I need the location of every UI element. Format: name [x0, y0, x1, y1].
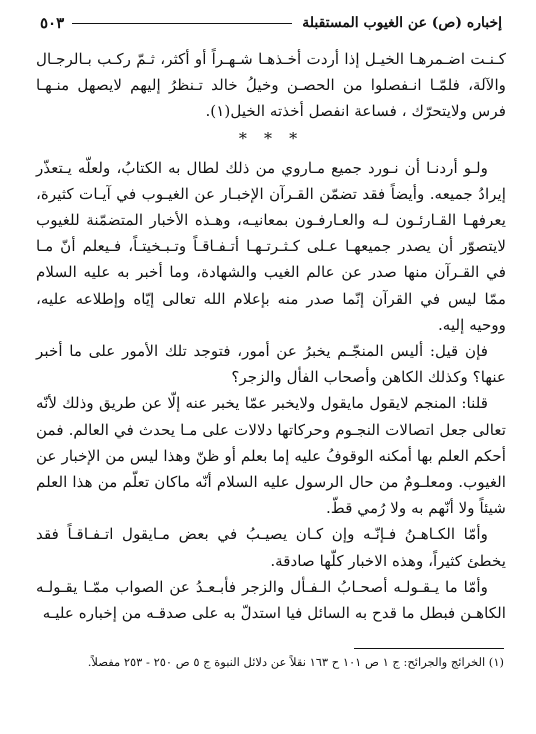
paragraph: قلنا: المنجم لايقول مايقول ولايخبر عمّا يخبر عنه إلّا عن طريق وذلك لأنّه تعالى جعل اتصالات النجـوم وحركاتها دلالات على مـا يحدث في العالم. فمن أحكم العلم بها أمكنه الوقوفُ عليه إما بعلم أو ظنّ وهذا ليس من الإخبار عن الغيوب. ومعلـومٌ من حال الرسول عليه السلام أنّه ماكان تعلّم من هذا العلم شيئاً ولا أنّهم به ولا رُمي قطّ.: [36, 394, 506, 518]
section-separator: * * *: [238, 128, 304, 148]
paragraph: وأمّا ما يـقـولـه أصحـابُ الـفـأل والزجر فأبـعـدُ عن الصواب ممّـا يقـولـه الكاهـن فبطل ما قدح به السائل فيا استدلّ به على صدقـه من إخباره عليـه: [36, 577, 506, 623]
page-number: ٥٠٣: [40, 14, 65, 32]
footnote-rule: [354, 648, 504, 649]
paragraph: ولـو أردنـا أن نـورد جميع مـاروي من ذلك لطال به الكتابُ، ولعلّه يـتعذّر إيرادُ جميعه. وأيضاً فقد تضمّن القـرآن الإخبـار عن الغيـوب في آيـات كثيرة، يعرفهـا القـارئـون لـه والعـارفـون بمعانيـه، وهـذه الأخبار المتضمّنة للغيوب لايتصوّر أن يصدر جميعهـا عـلى كـثـرتـهـا أتـفـاقـاً وتـبـخيتـاً، فـيعلم أنّ مـا في القـرآن منها صدر عن عالم الغيب والشهادة، وما أخبر به عليه السلام ممّا ليس في القرآن إنّما صدر منه بإعلام الله تعالى إيّاه وإطلاعه عليه، ووحيه إليه.: [36, 158, 506, 334]
paragraph-continuation: كـنـت اضـمرهـا الخيـل إذا أردت أخـذهـا شـهـراً أو أكثر، ثـمّ ركـب بـالرجـال والآلة، فلمّـا انـفصلوا من الحصـن وخيلُ خالد تـنظرُ إليهم لايصهل منـهـا فرس ولايتحرّك ، فساعة انفصل أخذته الخيل(١).: [36, 50, 506, 121]
running-title: إخباره (ص) عن الغيوب المستقبلة: [302, 15, 502, 31]
footnote: (١) الخرائج والجرائح: ج ١ ص ١٠١ ح ١٦٣ نقلاً عن دلائل النبوة ج ٥ ص ٢٥٠ - ٢٥٣ مفصلاً.: [87, 655, 504, 669]
header-rule: [72, 23, 292, 24]
paragraph: وأمّا الكـاهـنُ فـإنّـه وإن كـان يصيـبُ في بعض مـايقول اتـفـاقـاً فقد يخطئ كثيراً، وهذه الاخبار كلّها صادقة.: [36, 525, 506, 570]
paragraph: فإن قيل: أليس المنجّـم يخبرُ عن أمور، فتوجد تلك الأمور على ما أخبر عنها؟ وكذلك الكاهن وأصحاب الفأل والزجر؟: [36, 342, 506, 387]
running-header: [40, 10, 502, 36]
body-text: [36, 46, 506, 626]
